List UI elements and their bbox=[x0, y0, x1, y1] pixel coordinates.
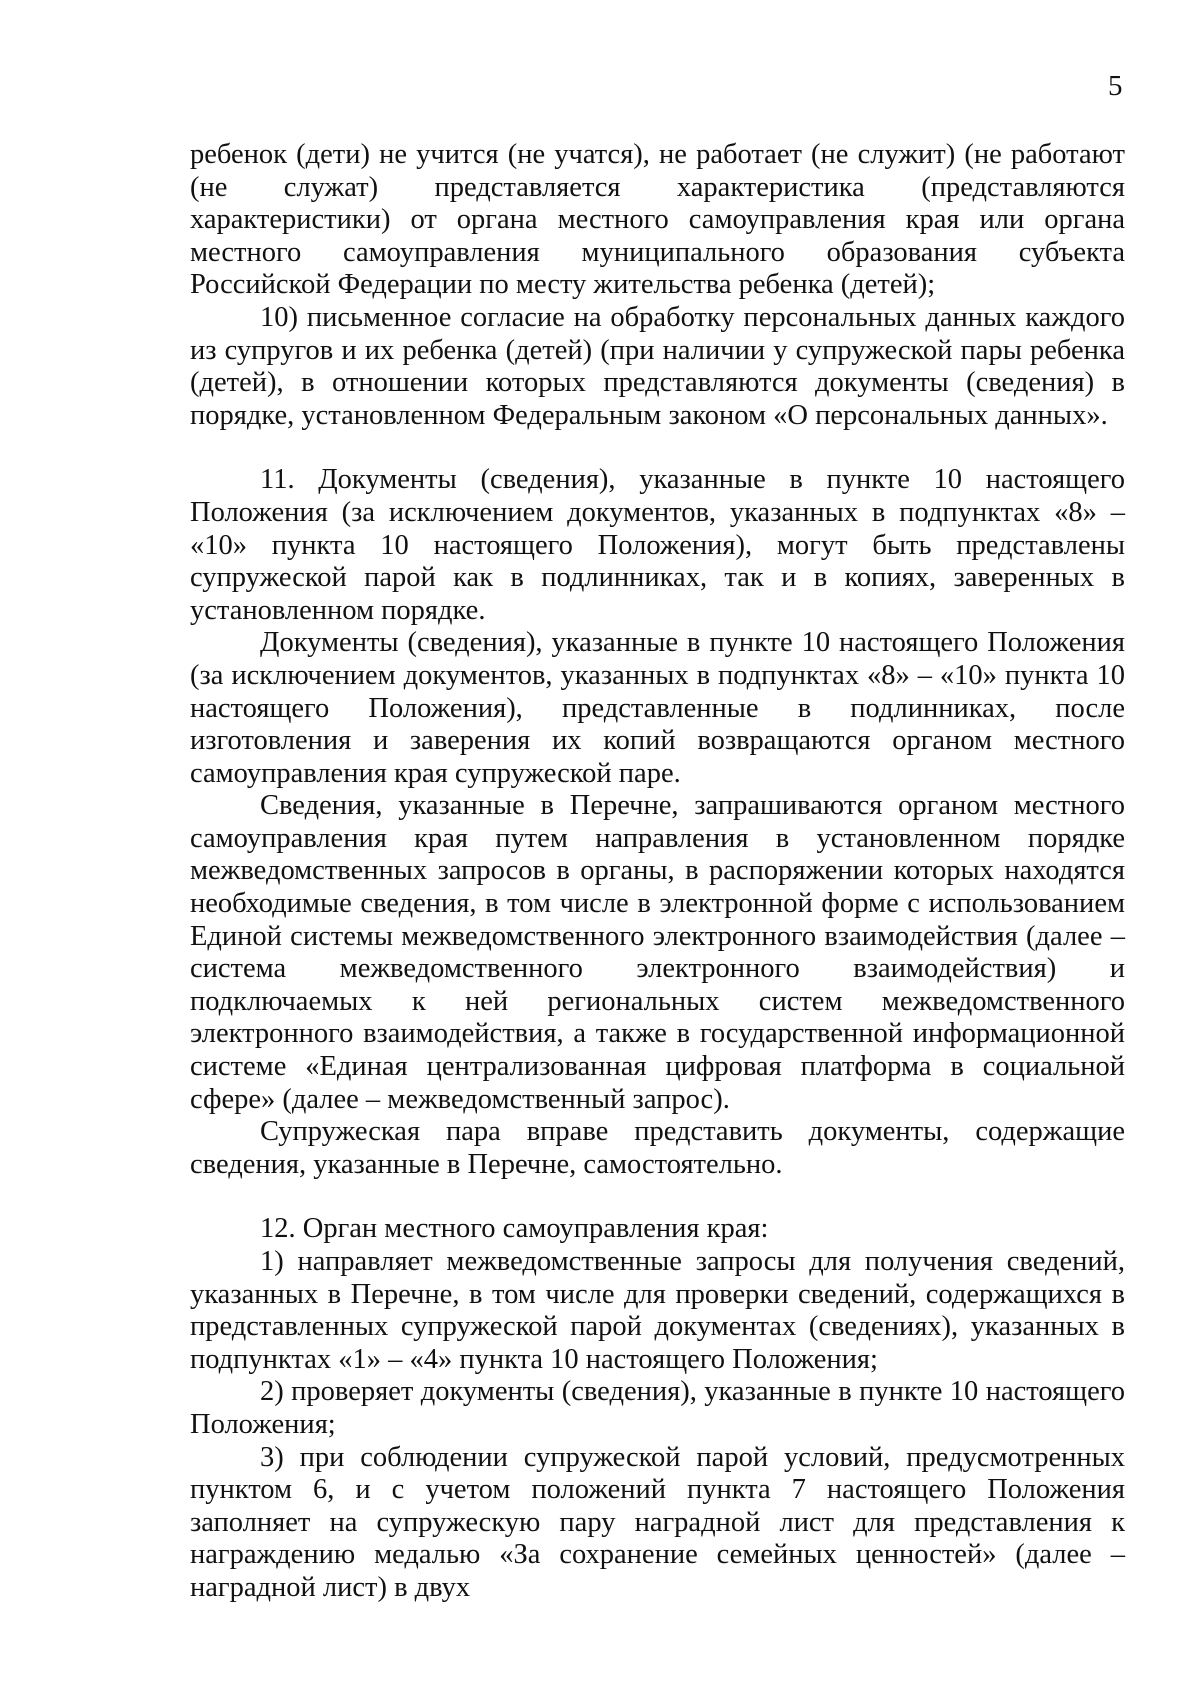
paragraph-spacer bbox=[190, 432, 1125, 464]
paragraph-item-3: 3) при соблюдении супружеской парой условий, предусмотренных пунктом 6, и с учетом положений пункта 7 настоящего Положения заполняет на супружескую пару наградной лист для представления к награждению медалью «За сохранение семейных ценностей» (далее – наградной лист) в двух bbox=[190, 1441, 1125, 1603]
paragraph-item-2: 2) проверяет документы (сведения), указанные в пункте 10 настоящего Положения; bbox=[190, 1376, 1125, 1440]
paragraph-section-11: 11. Документы (сведения), указанные в пункте 10 настоящего Положения (за исключением документов, указанных в подпунктах «8» – «10» пункта 10 настоящего Положения), могут быть представлены супружеской парой как в подлинниках, так и в копиях, заверенных в установленном порядке. bbox=[190, 464, 1125, 626]
paragraph-interagency-requests: Сведения, указанные в Перечне, запрашиваются органом местного самоуправления края путем направления в установленном порядке межведомственных запросов в органы, в распоряжении которых находятся необходимые сведения, в том числе в электронной форме с использованием Единой системы межведомственного электронного взаимодействия (далее – система межведомственного электронного взаимодействия) и подключаемых к ней региональных систем межведомственного электронного взаимодействия, а также в государственной информационной системе «Единая централизованная цифровая платформа в социальной сфере» (далее – межведомственный запрос). bbox=[190, 790, 1125, 1115]
paragraph-item-1: 1) направляет межведомственные запросы для получения сведений, указанных в Перечне, в том числе для проверки сведений, содержащихся в представленных супружеской парой документах (сведениях), указанных в подпунктах «1» – «4» пункта 10 настоящего Положения; bbox=[190, 1246, 1125, 1375]
paragraph-item-10: 10) письменное согласие на обработку персональных данных каждого из супругов и их ребенка (детей) (при наличии у супружеской пары ребенка (детей), в отношении которых представляются документы (сведения) в порядке, установленном Федеральным законом «О персональных данных». bbox=[190, 301, 1125, 431]
paragraph-continuation: ребенок (дети) не учится (не учатся), не работает (не служит) (не работают (не служат) представляется характеристика (представляются характеристики) от органа местного самоуправления края или органа местного самоуправления муниципального образования субъекта Российской Федерации по месту жительства ребенка (детей); bbox=[190, 139, 1125, 301]
page-number: 5 bbox=[1108, 70, 1123, 102]
document-body bbox=[190, 139, 1125, 1605]
paragraph-spacer bbox=[190, 1181, 1125, 1213]
paragraph-self-submission: Супружеская пара вправе представить документы, содержащие сведения, указанные в Перечне, самостоятельно. bbox=[190, 1116, 1125, 1180]
paragraph-documents-return: Документы (сведения), указанные в пункте 10 настоящего Положения (за исключением документов, указанных в подпунктах «8» – «10» пункта 10 настоящего Положения), представленные в подлинниках, после изготовления и заверения их копий возвращаются органом местного самоуправления края супружеской паре. bbox=[190, 627, 1125, 789]
paragraph-section-12: 12. Орган местного самоуправления края: bbox=[260, 1213, 769, 1245]
